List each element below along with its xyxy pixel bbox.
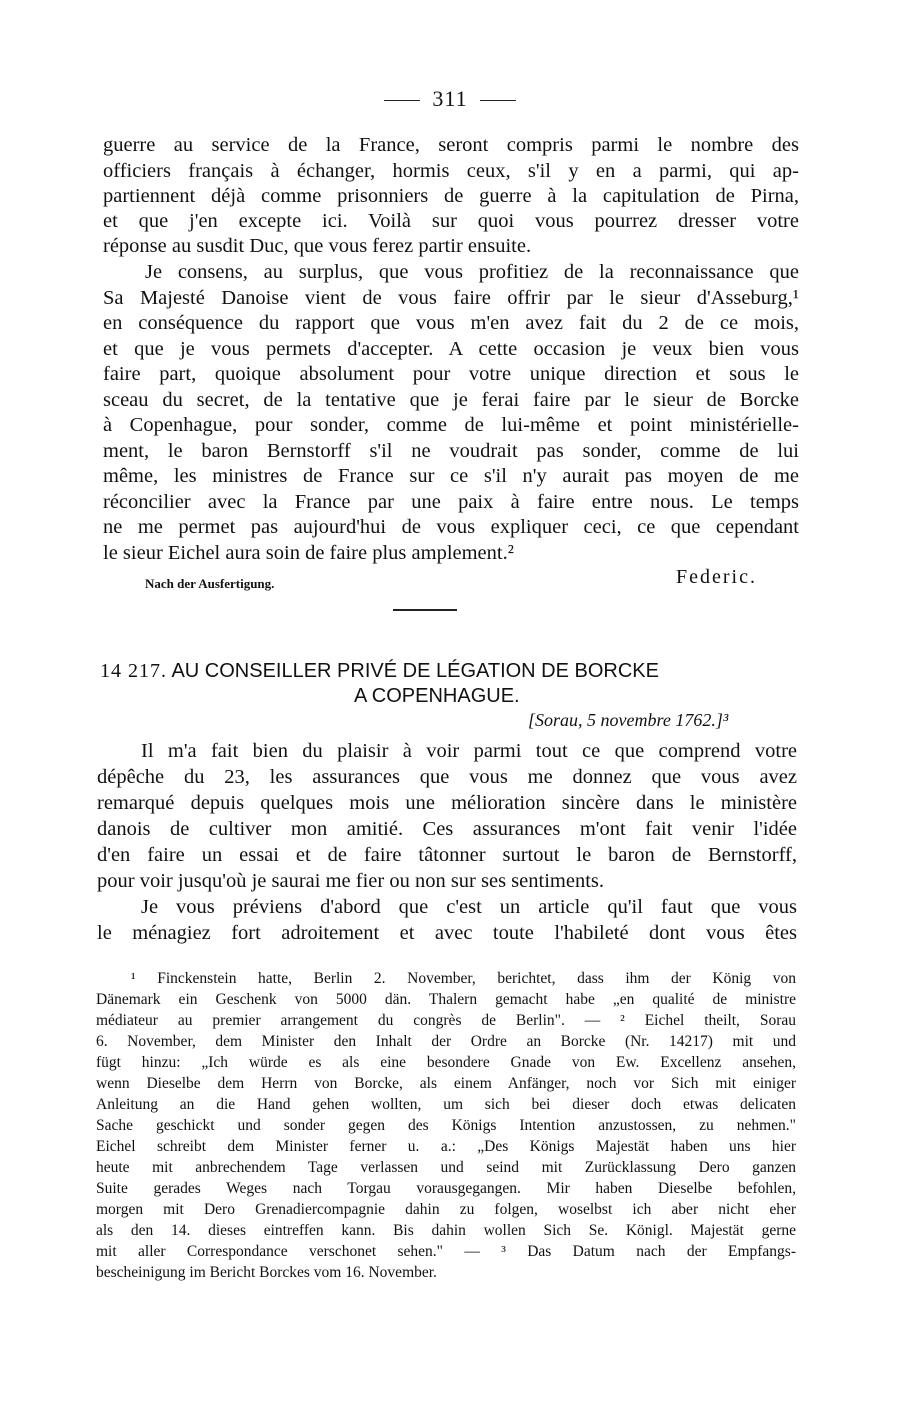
footnote-line: morgen mit Dero Grenadiercompagnie dahin zu folgen, woselbst ich aber nicht eher — [96, 1201, 796, 1218]
text-line: réponse au susdit Duc, que vous ferez partir ensuite. — [103, 235, 532, 257]
text-line: en conséquence du rapport que vous m'en avez fait du 2 de ce mois, — [103, 312, 799, 334]
dateline: [Sorau, 5 novembre 1762.]³ — [528, 710, 729, 730]
source-note: Nach der Ausfertigung. — [145, 576, 275, 591]
footnote-line: Eichel schreibt dem Minister ferner u. a.: „Des Königs Majestät haben uns hier — [96, 1138, 796, 1155]
section-divider — [393, 609, 457, 611]
text-line: partiennent déjà comme prisonniers de guerre à la capitulation de Pirna, — [103, 185, 799, 207]
text-line: le ménagiez fort adroitement et avec toute l'habileté dont vous êtes — [97, 922, 797, 944]
footnote-line: médiateur au premier arrangement du congrès de Berlin". — ² Eichel theilt, Sorau — [96, 1012, 796, 1029]
page-number-dash-left — [384, 100, 420, 101]
footnote-line: 6. November, dem Minister den Inhalt der Ordre an Borcke (Nr. 14217) mit und — [96, 1033, 796, 1050]
footnote-line: wenn Dieselbe dem Herrn von Borcke, als einem Anfänger, noch vor Sich mit einiger — [96, 1075, 796, 1092]
text-line: réconcilier avec la France par une paix à faire entre nous. Le temps — [103, 491, 799, 513]
text-line: et que j'en excepte ici. Voilà sur quoi vous pourrez dresser votre — [103, 210, 799, 232]
text-line: d'en faire un essai et de faire tâtonner surtout le baron de Bernstorff, — [97, 844, 797, 866]
footnote-line: Suite gerades Weges nach Torgau vorausgegangen. Mir haben Dieselbe befohlen, — [96, 1180, 796, 1197]
text-line: Sa Majesté Danoise vient de vous faire offrir par le sieur d'Asseburg,¹ — [103, 287, 799, 309]
text-line: guerre au service de la France, seront compris parmi le nombre des — [103, 134, 799, 156]
footnote-line: ¹ Finckenstein hatte, Berlin 2. November, berichtet, dass ihm der König von — [131, 970, 796, 987]
page-number-dash-right — [480, 100, 516, 101]
text-line: et que je vous permets d'accepter. A cette occasion je veux bien vous — [103, 338, 799, 360]
text-line: faire part, quoique absolument pour votre unique direction et sous le — [103, 363, 799, 385]
signature: Federic. — [676, 566, 757, 588]
footnote-line: mit aller Correspondance verschonet sehen." — ³ Das Datum nach der Empfangs- — [96, 1243, 796, 1260]
footnote-line: Dänemark ein Geschenk von 5000 dän. Thalern gemacht habe „en qualité de ministre — [96, 991, 796, 1008]
text-line: remarqué depuis quelques mois une mélioration sincère dans le ministère — [97, 792, 797, 814]
footnote-line: heute mit anbrechendem Tage verlassen und seind mit Zurücklassung Dero ganzen — [96, 1159, 796, 1176]
footnote-line: Anleitung an die Hand gehen wollten, um sich bei dieser doch etwas delicaten — [96, 1096, 796, 1113]
footnote-line: fügt hinzu: „Ich würde es als eine besondere Gnade von Ew. Excellenz ansehen, — [96, 1054, 796, 1071]
text-line: Je consens, au surplus, que vous profitiez de la reconnaissance que — [145, 261, 799, 283]
text-line: pour voir jusqu'où je saurai me fier ou non sur ses sentiments. — [97, 870, 604, 892]
footnote-line: als den 14. dieses eintreffen kann. Bis dahin wollen Sich Se. Königl. Majestät gerne — [96, 1222, 796, 1239]
text-line: Je vous préviens d'abord que c'est un article qu'il faut que vous — [141, 896, 797, 918]
letter-heading-line2: A COPENHAGUE. — [354, 685, 520, 707]
text-line: à Copenhague, pour sonder, comme de lui-même et point ministérielle- — [103, 414, 799, 436]
text-line: ment, le baron Bernstorff s'il ne voudrait pas sonder, comme de lui — [103, 440, 799, 462]
text-line: le sieur Eichel aura soin de faire plus amplement.² — [103, 542, 514, 564]
footnote-line: bescheinigung im Bericht Borckes vom 16. November. — [96, 1264, 437, 1281]
footnote-line: Sache geschickt und sonder gegen des Königs Intention anzustossen, zu nehmen." — [96, 1117, 796, 1134]
text-line: Il m'a fait bien du plaisir à voir parmi tout ce que comprend votre — [141, 740, 797, 762]
letter-heading — [100, 659, 800, 684]
page-number: 311 — [432, 86, 468, 111]
text-line: dépêche du 23, les assurances que vous me donnez que vous avez — [97, 766, 797, 788]
text-line: même, les ministres de France sur ce s'il n'y aurait pas moyen de me — [103, 465, 799, 487]
text-line: danois de cultiver mon amitié. Ces assurances m'ont fait venir l'idée — [97, 818, 797, 840]
text-line: ne me permet pas aujourd'hui de vous expliquer ceci, ce que cependant — [103, 516, 799, 538]
letter-heading-line1: AU CONSEILLER PRIVÉ DE LÉGATION DE BORCKE — [171, 660, 659, 682]
text-line: officiers français à échanger, hormis ceux, s'il y en a parmi, qui ap- — [103, 160, 799, 182]
page-number-row — [0, 86, 900, 112]
letter-number: 14 217. — [100, 660, 167, 682]
text-line: sceau du secret, de la tentative que je ferai faire par le sieur de Borcke — [103, 389, 799, 411]
